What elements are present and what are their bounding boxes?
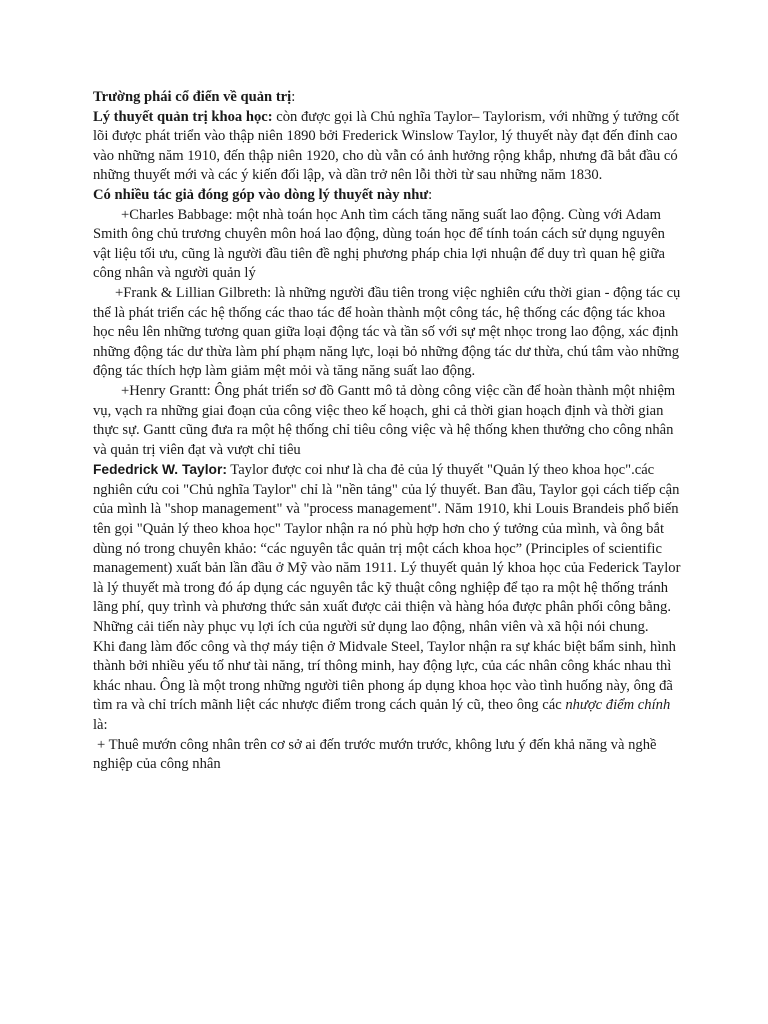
scientific-management-paragraph: [93, 108, 683, 186]
heading-colon: :: [291, 89, 296, 105]
midvale-emphasis: nhược điểm chính: [565, 697, 671, 714]
section-heading: [93, 88, 683, 108]
midvale-text: Khi đang làm đốc công và thợ máy tiện ở Midvale Steel, Taylor nhận ra sự khác biệt bẩm sinh, hình thành bởi nhiều yếu tố như tài năng, trí thông minh, hay động lực, của các nhân công khác nhau thì khác nhau. Ông là một trong những người tiên phong áp dụng khoa học vào tình huống này, ông đã tìm ra và chỉ trích mãnh liệt các nhược điểm trong cách quản lý cũ, theo ông các: [93, 638, 676, 714]
document-body: [93, 88, 683, 775]
scientific-management-label: Lý thuyết quản trị khoa học:: [93, 108, 273, 125]
gantt-paragraph: +Henry Grantt: Ông phát triển sơ đồ Gantt mô tả dòng công việc cần để hoàn thành một nhiệm vụ, vạch ra những giai đoạn của công việc theo kế hoạch, ghi cả thời gian hoạch định và thời gian thực sự. Gantt cũng đưa ra một hệ thống chỉ tiêu công việc và hệ thống khen thưởng cho công nhân và quản trị viên đạt và vượt chỉ tiêu: [93, 382, 676, 458]
gilbreth-paragraph: +Frank & Lillian Gilbreth: là những người đầu tiên trong việc nghiên cứu thời gian - động tác cụ thể là phát triển các hệ thống các thao tác để hoàn thành một công tác, hệ thống các động tác khoa học nêu lên những tương quan giữa loại động tác và tần số với sự mệt nhọc trong lao động, xác định những động tác dư thừa làm phí phạm năng lực, loại bỏ những động tác dư thừa, chú tâm vào những động tác thích hợp làm giảm mệt mỏi và tăng năng suất lao động.: [93, 284, 681, 380]
hiring-paragraph: + Thuê mướn công nhân trên cơ sở ai đến trước mướn trước, không lưu ý đến khả năng và nghề nghiệp của công nhân: [93, 736, 657, 773]
midvale-suffix: là:: [93, 717, 108, 733]
taylor-text: Taylor được coi như là cha đẻ của lý thuyết "Quản lý theo khoa học".các nghiên cứu coi "Chủ nghĩa Taylor" chỉ là "nền tảng" của lý thuyết. Ban đầu, Taylor gọi cách tiếp cận của mình là "shop management" và "process management". Năm 1910, khi Louis Brandeis phổ biến tên gọi "Quản lý theo khoa học" Taylor nhận ra nó phù hợp hơn cho ý tưởng của mình, và ông bắt dùng nó trong chuyên khảo: “các nguyên tắc quản trị một cách khoa học” (Principles of scientific management) xuất bản lần đầu ở Mỹ vào năm 1911. Lý thuyết quản lý khoa học của Federick Taylor là lý thuyết mà trong đó áp dụng các nguyên tắc kỹ thuật công nghiệp để tạo ra một hệ thống tránh lãng phí, quy trình và phương thức sản xuất được cải thiện và hàng hóa được phân phối công bằng. Những cải tiến này phục vụ lợi ích của người sử dụng lao động, nhân viên và xã hội nói chung.: [93, 462, 681, 636]
contributors-label: Có nhiều tác giả đóng góp vào dòng lý thuyết này như: [93, 186, 429, 203]
scientific-management-text: còn được gọi là Chủ nghĩa Taylor– Taylorism, với những ý tưởng cốt lõi được phát triển vào thập niên 1890 bởi Frederick Winslow Taylor, lý thuyết này đạt đến đỉnh cao vào những năm 1910, đến thập niên 1920, cho dù vẫn có ảnh hưởng rộng khắp, nhưng đã bắt đầu có những thuyết mới và các ý kiến đối lập, và dần trở nên lỗi thời từ sau những năm 1830.: [93, 108, 680, 184]
babbage-paragraph: +Charles Babbage: một nhà toán học Anh tìm cách tăng năng suất lao động. Cùng với Adam Smith ông chủ trương chuyên môn hoá lao động, dùng toán học để tính toán cách sử dụng nguyên vật liệu tối ưu, cũng là người đầu tiên đề nghị phương pháp chia lợi nhuận để duy trì quan hệ giữa công nhân và người quản lý: [93, 206, 665, 282]
taylor-paragraph: [93, 460, 683, 637]
taylor-label: Fededrick W. Taylor:: [93, 462, 227, 478]
midvale-paragraph: [93, 638, 683, 736]
contributors-heading: [93, 186, 683, 206]
contributors-colon: :: [428, 186, 433, 203]
heading-text: Trường phái cổ điển về quản trị: [93, 89, 292, 105]
